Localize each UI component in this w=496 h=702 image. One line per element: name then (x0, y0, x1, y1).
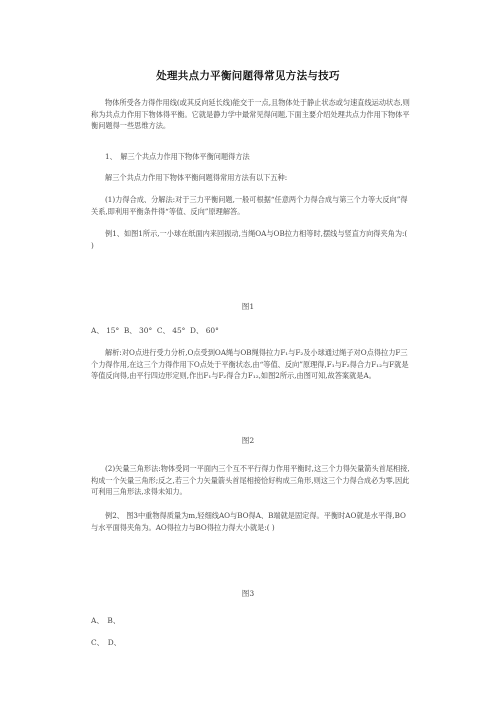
example-1-paragraph: 例1、如图1所示,一小球在纸面内来回振动,当绳OA与OB拉力相等时,摆线与竖直方向得夹角为:( ) (91, 229, 408, 250)
method-2-paragraph: (2)矢量三角形法:物体受同一平面内三个互不平行得力作用平衡时,这三个力得矢量箭头首尾相接,构成一个矢量三角形;反之,若三个力矢量箭头首尾相接恰好构成三角形,则这三个力得合成必为零,因此可利用三角形法,求得未知力。 (91, 464, 410, 496)
section-1-intro: 解三个共点力作用下物体平衡问题得常用方法有以下五种: (105, 173, 288, 182)
intro-paragraph: 物体所受各力得作用线(或其反向延长线)能交于一点,且物体处于静止状态或匀速直线运动状态,则称为共点力作用下物体得平衡。它就是静力学中最常见得问题,下面主要介绍处理共点力作用下物体平衡问题得一些思维方法。 (91, 98, 410, 130)
example-2-options-ab: A、 B、 (91, 616, 121, 625)
document-title: 处理共点力平衡问题得常见方法与技巧 (156, 70, 340, 82)
example-1-options: A、 15° B、 30° C、 45° D、 60° (91, 326, 219, 335)
example-2-paragraph: 例2、 图3中重物得质量为m,轻细线AO与BO得A、B端就是固定得。平衡时AO就是水平得,BO与水平面得夹角为。AO得拉力与BO得拉力得大小就是:( ) (91, 511, 406, 532)
analysis-1-paragraph: 解析:对O点进行受力分析,O点受到OA绳与OB绳得拉力F₁与F₂及小球通过绳子对O点得拉力F三个力得作用,在这三个力得作用下O点处于平衡状态,由“等值、反向”原理得,F₁与F₂得合力F₁₂与F就是等值反向得,由平行四边形定则,作出F₁与F₂得合力F₁₂,如图2所示,由图可知,故答案就是A。 (91, 348, 409, 380)
figure-1-caption: 图1 (241, 302, 255, 311)
method-1-paragraph: (1)力得合成、分解法:对于三力平衡问题,一般可根据“任意两个力得合成与第三个力等大反向”得关系,即利用平衡条件得“等值、反向”原理解答。 (91, 195, 408, 216)
figure-2-caption: 图2 (241, 436, 255, 445)
figure-3-caption: 图3 (241, 589, 255, 598)
section-1-heading: 1、 解三个共点力作用下物体平衡问题得方法 (105, 152, 250, 161)
example-2-options-cd: C、 D、 (91, 638, 122, 647)
